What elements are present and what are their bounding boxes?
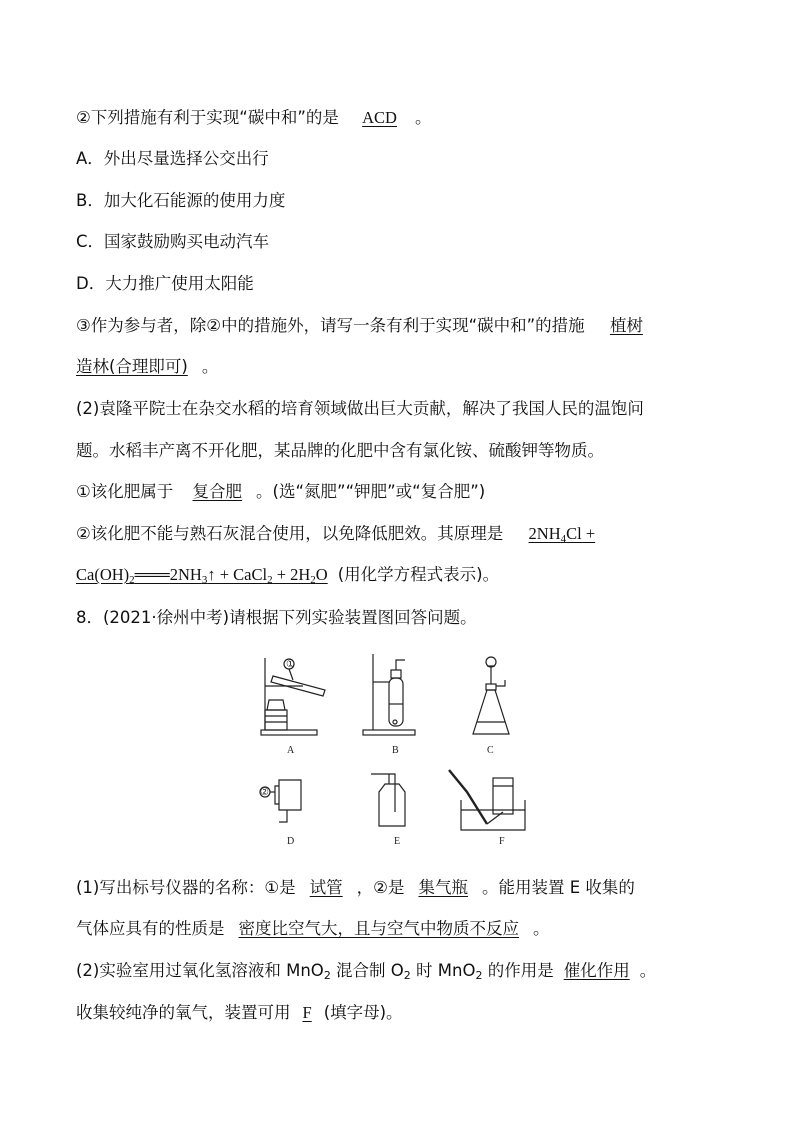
answer-blank: 催化作用 <box>563 961 630 980</box>
equation-line: $Ca(OH)_2═══2NH_3↑$ + CaCl$_2$ + $2H_2O$ (用化学方程式表示)。 <box>76 565 500 586</box>
answer-blank: 集气瓶 <box>418 878 468 897</box>
answer-blank: $2NH_4Cl$ + <box>528 524 596 545</box>
answer-blank: 复合肥 <box>192 482 243 501</box>
question-8-part2-line2: 收集较纯净的氧气，装置可用 F (填字母)。 <box>76 1003 403 1022</box>
option-b: B．加大化石能源的使用力度 <box>76 191 286 210</box>
apparatus-figure <box>255 652 545 854</box>
apparatus-d <box>260 780 301 847</box>
answer-blank: 试管 <box>309 878 343 897</box>
option-d: D．大力推广使用太阳能 <box>76 274 254 293</box>
question-8-stem: 8．(2021·徐州中考)请根据下列实验装置图回答问题。 <box>76 608 477 627</box>
paragraph-2-line1: (2)袁隆平院士在杂交水稻的培育领域做出巨大贡献，解决了我国人民的温饱问 <box>76 399 644 418</box>
subquestion-1: ①该化肥属于 复合肥 。(选“氮肥”“钾肥”或“复合肥”) <box>76 482 486 501</box>
option-c: C．国家鼓励购买电动汽车 <box>76 232 270 251</box>
question-8-part2-line1: (2)实验室用过氧化氢溶液和 MnO$_2$ 混合制 $O_2$ 时 MnO$_2$ 的作用是 催化作用 。 <box>76 961 657 982</box>
apparatus-f <box>449 770 525 847</box>
label-f: F <box>499 836 505 847</box>
apparatus-e <box>371 774 405 847</box>
answer-blank: 植树 <box>609 316 643 335</box>
question-8-part1-line2: 气体应具有的性质是 密度比空气大，且与空气中物质不反应 。 <box>76 919 550 938</box>
apparatus-a <box>261 658 325 756</box>
subquestion-2: ②该化肥不能与熟石灰混合使用，以免降低肥效。其原理是 $2NH_4Cl$ + <box>76 524 596 545</box>
answer-blank: F <box>302 1003 312 1022</box>
option-a: A．外出尽量选择公交出行 <box>76 149 269 168</box>
apparatus-b <box>363 654 415 756</box>
question-8-part1-line1: (1)写出标号仪器的名称：①是 试管 ，②是 集气瓶 。能用装置 E 收集的 <box>76 878 635 897</box>
label-b: B <box>392 745 399 756</box>
question-3-stem: ③作为参与者，除②中的措施外，请写一条有利于实现“碳中和”的措施 植树 <box>76 316 643 335</box>
marker-2: ② <box>260 787 269 798</box>
question-2-stem: ②下列措施有利于实现“碳中和”的是 ACD 。 <box>76 108 432 127</box>
answer-blank: 造林(合理即可) <box>76 357 188 376</box>
label-a: A <box>287 745 295 756</box>
marker-1: ① <box>286 659 295 670</box>
label-c: C <box>487 745 494 756</box>
question-3-answer-cont: 造林(合理即可) 。 <box>76 357 219 376</box>
label-e: E <box>394 836 401 847</box>
paragraph-2-line2: 题。水稻丰产离不开化肥，某品牌的化肥中含有氯化铵、硫酸钾等物质。 <box>76 441 604 460</box>
answer-blank: ACD <box>362 108 397 127</box>
label-d: D <box>287 836 295 847</box>
apparatus-c <box>473 657 509 756</box>
answer-blank: 密度比空气大，且与空气中物质不反应 <box>238 919 519 938</box>
answer-blank: $Ca(OH)_2═══2NH_3↑$ + CaCl$_2$ + $2H_2O$ <box>76 565 328 586</box>
